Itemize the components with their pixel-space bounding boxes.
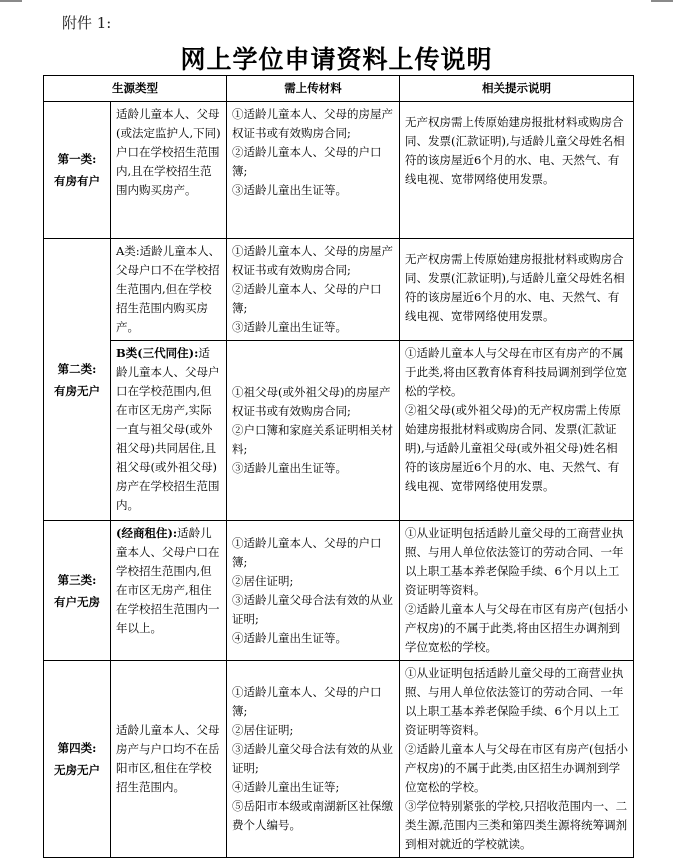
materials-cell: [227, 341, 400, 521]
material-item: ③适龄儿童父母合法有效的从业证明;: [232, 592, 393, 626]
category-subtype-title: (经商租住):: [116, 526, 178, 540]
category-cell: [44, 102, 111, 239]
category-description-text: 适龄儿童本人、父母户口在学校范围内,但在市区无房产,实际一直与祖父母(或外祖父母)共同居住,且祖父母(或外祖父母)房产在学校招生范围内。: [116, 346, 220, 512]
note-item: 无产权房需上传原始建房报批材料或购房合同、发票(汇款证明),与适龄儿童父母姓名相符的该房屋近6个月的水、电、天然气、有线电视、宽带网络使用发票。: [405, 252, 625, 323]
material-item: ①适龄儿童本人、父母的房屋产权证书或有效购房合同;: [232, 244, 393, 277]
category-number: 第一类:: [57, 152, 97, 166]
material-item: ③适龄儿童出生证等。: [232, 461, 347, 475]
category-subtype-title: B类(三代同住):: [116, 346, 199, 360]
material-item: ③适龄儿童出生证等。: [232, 320, 347, 334]
category-description: [111, 341, 227, 521]
materials-cell: [227, 239, 400, 341]
document-title: 网上学位申请资料上传说明: [180, 45, 493, 74]
table-row: [44, 661, 634, 858]
table-header-row: [44, 76, 634, 102]
column-header-student-type: 生源类型: [44, 76, 227, 102]
category-cell: [44, 661, 111, 858]
category-number: 第二类:: [57, 361, 97, 376]
category-description-text: 适龄儿童本人、父母户口在学校招生范围内,但在市区无房产,租住在学校招生范围内一年以上。: [116, 526, 220, 635]
category-description-text: 适龄儿童本人、父母(或法定监护人,下同)户口在学校招生范围内,且在学校招生范围内购买房产。: [116, 107, 221, 197]
column-header-materials: 需上传材料: [227, 76, 400, 102]
table-row: [44, 102, 634, 239]
note-item: 无产权房需上传原始建房报批材料或购房合同、发票(汇款证明),与适龄儿童父母姓名相符的该房屋近6个月的水、电、天然气、有线电视、宽带网络使用发票。: [405, 115, 625, 186]
notes-cell: [400, 102, 634, 239]
category-label: 有房无户: [54, 383, 100, 398]
material-item: ①适龄儿童本人、父母的户口簿;: [232, 685, 382, 718]
material-item: ③适龄儿童父母合法有效的从业证明;: [232, 742, 393, 775]
note-item: ①适龄儿童本人与父母在市区有房产的不属于此类,将由区教育体育科技局调剂到学位宽松的学校。: [405, 346, 628, 398]
materials-cell: [227, 521, 400, 661]
note-item: ②适龄儿童本人与父母在市区有房产(包括小产权房)的不属于此类,将由区招生办调剂到学位宽松的学校。: [405, 602, 628, 654]
notes-cell: [400, 661, 634, 858]
material-item: ①祖父母(或外祖父母)的房屋产权证书或有效购房合同;: [232, 385, 391, 418]
notes-cell: [400, 239, 634, 341]
material-item: ②户口簿和家庭关系证明相关材料;: [232, 423, 393, 456]
category-label: 有户无房: [54, 594, 100, 609]
material-item: ①适龄儿童本人、父母的户口簿;: [232, 535, 382, 569]
category-description-text: A类:适龄儿童本人、父母户口不在学校招生范围内,但在学校招生范围内购买房产。: [116, 244, 221, 334]
material-item: ⑤岳阳市本级或南湖新区社保缴费个人编号。: [232, 799, 393, 832]
material-item: ②适龄儿童本人、父母的户口簿;: [232, 145, 382, 178]
material-item: ③适龄儿童出生证等。: [232, 183, 347, 197]
material-item: ②居住证明;: [232, 723, 294, 737]
material-item: ④适龄儿童出生证等;: [232, 780, 340, 794]
page-corner-mark-right: [651, 0, 673, 2]
category-description: [111, 102, 227, 239]
category-label: 有房有户: [54, 174, 100, 188]
material-item: ②居住证明;: [232, 573, 294, 588]
materials-cell: [227, 661, 400, 858]
note-item: ①从业证明包括适龄儿童父母的工商营业执照、与用人单位依法签订的劳动合同、一年以上职工基本养老保险手续、6个月以上工资证明等资料。: [405, 666, 624, 737]
material-item: ②适龄儿童本人、父母的户口簿;: [232, 282, 382, 315]
category-description-text: 适龄儿童本人、父母房产与户口均不在岳阳市区,租住在学校招生范围内。: [116, 723, 220, 794]
note-item: ③学位特别紧张的学校,只招收范围内一、二类生源,范围内三类和第四类生源将统筹调剂到相对就近的学校就读。: [405, 799, 628, 851]
material-item: ④适龄儿童出生证等。: [232, 630, 347, 645]
table-row: [44, 239, 634, 341]
table-row: [44, 341, 634, 521]
attachment-label: 附件 1:: [62, 14, 112, 32]
material-item: ①适龄儿童本人、父母的房屋产权证书或有效购房合同;: [232, 107, 393, 140]
category-number: 第三类:: [57, 572, 97, 587]
note-item: ②祖父母(或外祖父母)的无产权房需上传原始建房报批材料或购房合同、发票(汇款证明),与适龄儿童祖父母(或外祖父母)姓名相符的该房屋近6个月的水、电、天然气、有线电视、宽带网络使用发票。: [405, 403, 621, 493]
category-cell: [44, 521, 111, 661]
category-description: [111, 239, 227, 341]
requirements-table: [43, 75, 634, 858]
category-label: 无房无户: [54, 763, 100, 777]
note-item: ①从业证明包括适龄儿童父母的工商营业执照、与用人单位依法签订的劳动合同、一年以上职工基本养老保险手续、6个月以上工资证明等资料。: [405, 526, 624, 597]
page-corner-mark-left: [0, 0, 22, 2]
table-row: [44, 521, 634, 661]
column-header-notes: 相关提示说明: [400, 76, 634, 102]
notes-cell: [400, 521, 634, 661]
notes-cell: [400, 341, 634, 521]
materials-cell: [227, 102, 400, 239]
category-description: [111, 661, 227, 858]
note-item: ②适龄儿童本人与父母在市区有房产(包括小产权房)的不属于此类,由区招生办调剂到学位宽松的学校。: [405, 742, 628, 794]
category-description: [111, 521, 227, 661]
category-cell: [44, 239, 111, 521]
category-number: 第四类:: [57, 741, 97, 755]
